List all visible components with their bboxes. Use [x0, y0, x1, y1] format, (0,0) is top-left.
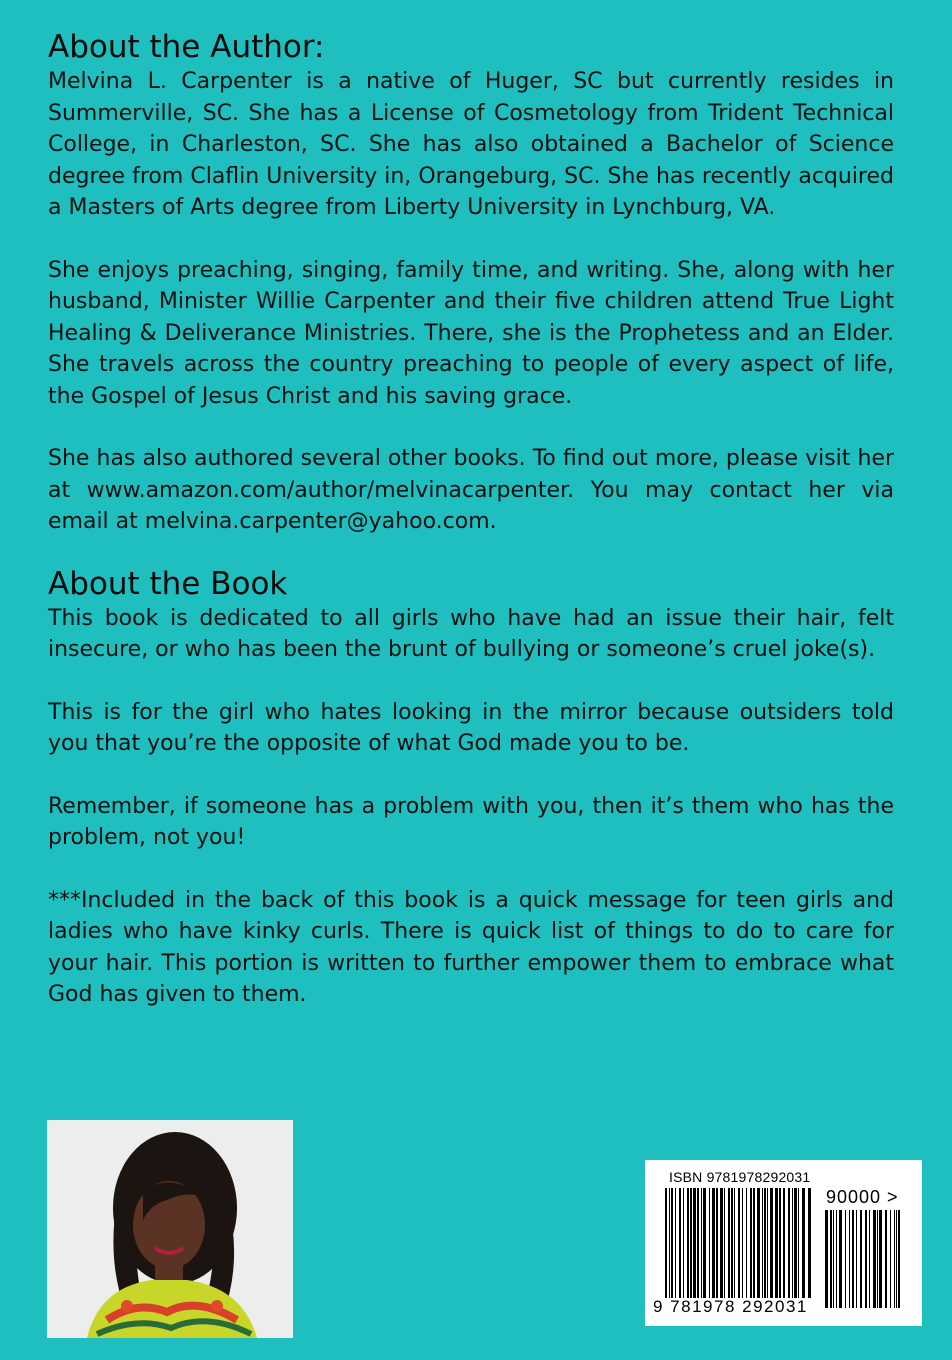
back-cover-text [48, 28, 894, 1011]
isbn-label: ISBN 9781978292031 [669, 1169, 811, 1185]
price-code: 90000 > [826, 1187, 899, 1207]
barcode-digits: 9 781978 292031 [653, 1297, 808, 1316]
book-heading: About the Book [48, 565, 288, 602]
book-paragraph-4: ***Included in the back of this book is a quick message for teen girls and ladies who have kinky curls. There is quick list of things to do to care for your hair. This portion is written to further empower them to embrace what God has given to them. [48, 887, 894, 1007]
isbn-barcode [645, 1160, 922, 1326]
author-paragraph-3: She has also authored several other books. To find out more, please visit her at www.amazon.com/author/melvinacarpenter. You may contact her via email at melvina.carpenter@yahoo.com. [48, 446, 894, 534]
book-paragraph-2: This is for the girl who hates looking in the mirror because outsiders told you that you’re the opposite of what God made you to be. [48, 699, 894, 756]
book-paragraph-3: Remember, if someone has a problem with you, then it’s them who has the problem, not you! [48, 793, 894, 850]
author-photo [47, 1120, 293, 1338]
author-photo-illustration [47, 1120, 293, 1338]
author-heading: About the Author: [48, 29, 325, 65]
author-paragraph-1: Melvina L. Carpenter is a native of Huger, SC but currently resides in Summerville, SC. She has a License of Cosmetology from Trident Technical College, in Charleston, SC. She has also obtained a Bachelor of Science degree from Claflin University in, Orangeburg, SC. She has recently acquired a Masters of Arts degree from Liberty University in Lynchburg, VA. [48, 69, 894, 220]
book-paragraph-1: This book is dedicated to all girls who have had an issue their hair, felt insecure, or who has been the brunt of bullying or someone’s cruel joke(s). [48, 605, 894, 662]
author-paragraph-2: She enjoys preaching, singing, family time, and writing. She, along with her husband, Minister Willie Carpenter and their five children attend True Light Healing & Deliverance Ministries. There, she is the Prophetess and an Elder. She travels across the country preaching to people of every aspect of life, the Gospel of Jesus Christ and his saving grace. [48, 257, 894, 409]
